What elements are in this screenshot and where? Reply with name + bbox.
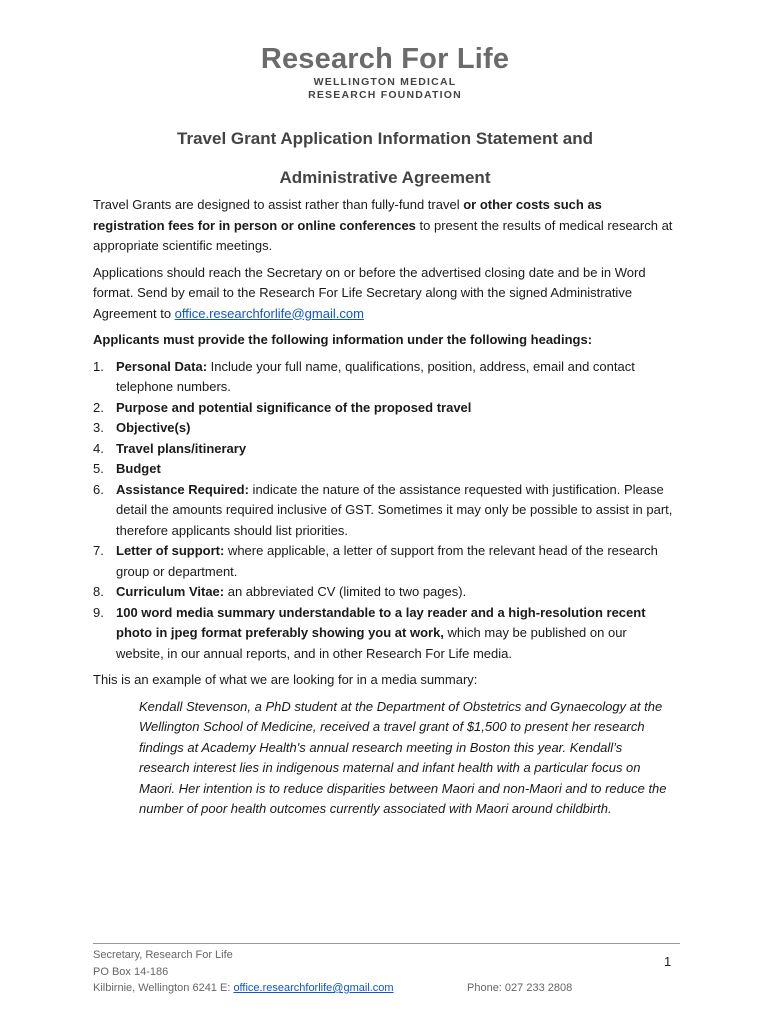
list-item: 9. 100 word media summary understandable to a lay reader and a high-resolution recent photo in jpeg format preferably showing you at work, which may be published on our website, in our annual reports, and in other Research For Life media. [93,604,646,661]
submission-paragraph: Applications should reach the Secretary on or before the advertised closing date and be in Word format. Send by email to the Research For Life Secretary along with the signed Administrative Agreement to office.researchforlife@gmail.com [93,264,646,321]
intro-paragraph: Travel Grants are designed to assist rather than fully-fund travel or other costs such as registration fees for in person or online conferences to present the results of medical research at appropriate scientific meetings. [93,197,673,253]
media-summary-example: Kendall Stevenson, a PhD student at the Department of Obstetrics and Gynaecology at the Wellington School of Medicine, received a travel grant of $1,500 to present her research findings at Academy Health's annual research meeting in Boston this year. Kendall’s research interest lies in indigenous maternal and infant health with a particular focus on Maori. Her intention is to reduce disparities between Maori and non-Maori and to reduce the number of poor health outcomes currently associated with Maori around childbirth. [139,698,667,816]
list-item: 7. Letter of support: where applicable, a letter of support from the relevant head of the research group or department. [93,543,658,579]
list-item: 8. Curriculum Vitae: an abbreviated CV (limited to two pages). [93,584,467,599]
secretary-email-link[interactable]: office.researchforlife@gmail.com [174,305,364,321]
list-item: 1. Personal Data: Include your full name, qualifications, position, address, email and contact telephone numbers. [93,358,635,394]
example-intro: This is an example of what we are looking for in a media summary: [93,672,478,687]
list-item: 6. Assistance Required: indicate the nature of the assistance requested with justification. Please detail the amounts required inclusive of GST. Sometimes it may only be possible to assist in part, therefore applicants should list priorities. [93,481,673,538]
document-body [93,195,673,820]
list-item: 5. Budget [93,461,161,476]
footer-line-1: Secretary, Research For Life [93,949,233,961]
document-title-line-1: Travel Grant Application Information Statement and [177,129,593,148]
page-number: 1 [664,954,672,969]
footer-line-2: PO Box 14-186 [93,965,169,978]
org-logo [0,42,770,102]
footer [93,947,680,997]
org-name: Research For Life [260,43,510,75]
document-title-line-2: Administrative Agreement [279,168,491,187]
footer-line-3: Kilbirnie, Wellington 6241 E: office.researchforlife@gmail.com Phone: 027 233 2808 [93,980,680,997]
list-item: 2. Purpose and potential significance of the proposed travel [93,399,472,415]
footer-email-link[interactable]: office.researchforlife@gmail.com [233,982,394,994]
org-subtitle-line-2: RESEARCH FOUNDATION [308,89,462,101]
org-subtitle-line-1: WELLINGTON MEDICAL [313,76,457,88]
footer-divider [93,943,680,944]
required-headings-list [93,357,673,665]
headings-intro: Applicants must provide the following information under the following headings: [93,332,593,347]
list-item: 3. Objective(s) [93,420,191,435]
footer-phone: Phone: 027 233 2808 [467,982,573,994]
list-item: 4. Travel plans/itinerary [93,440,247,456]
